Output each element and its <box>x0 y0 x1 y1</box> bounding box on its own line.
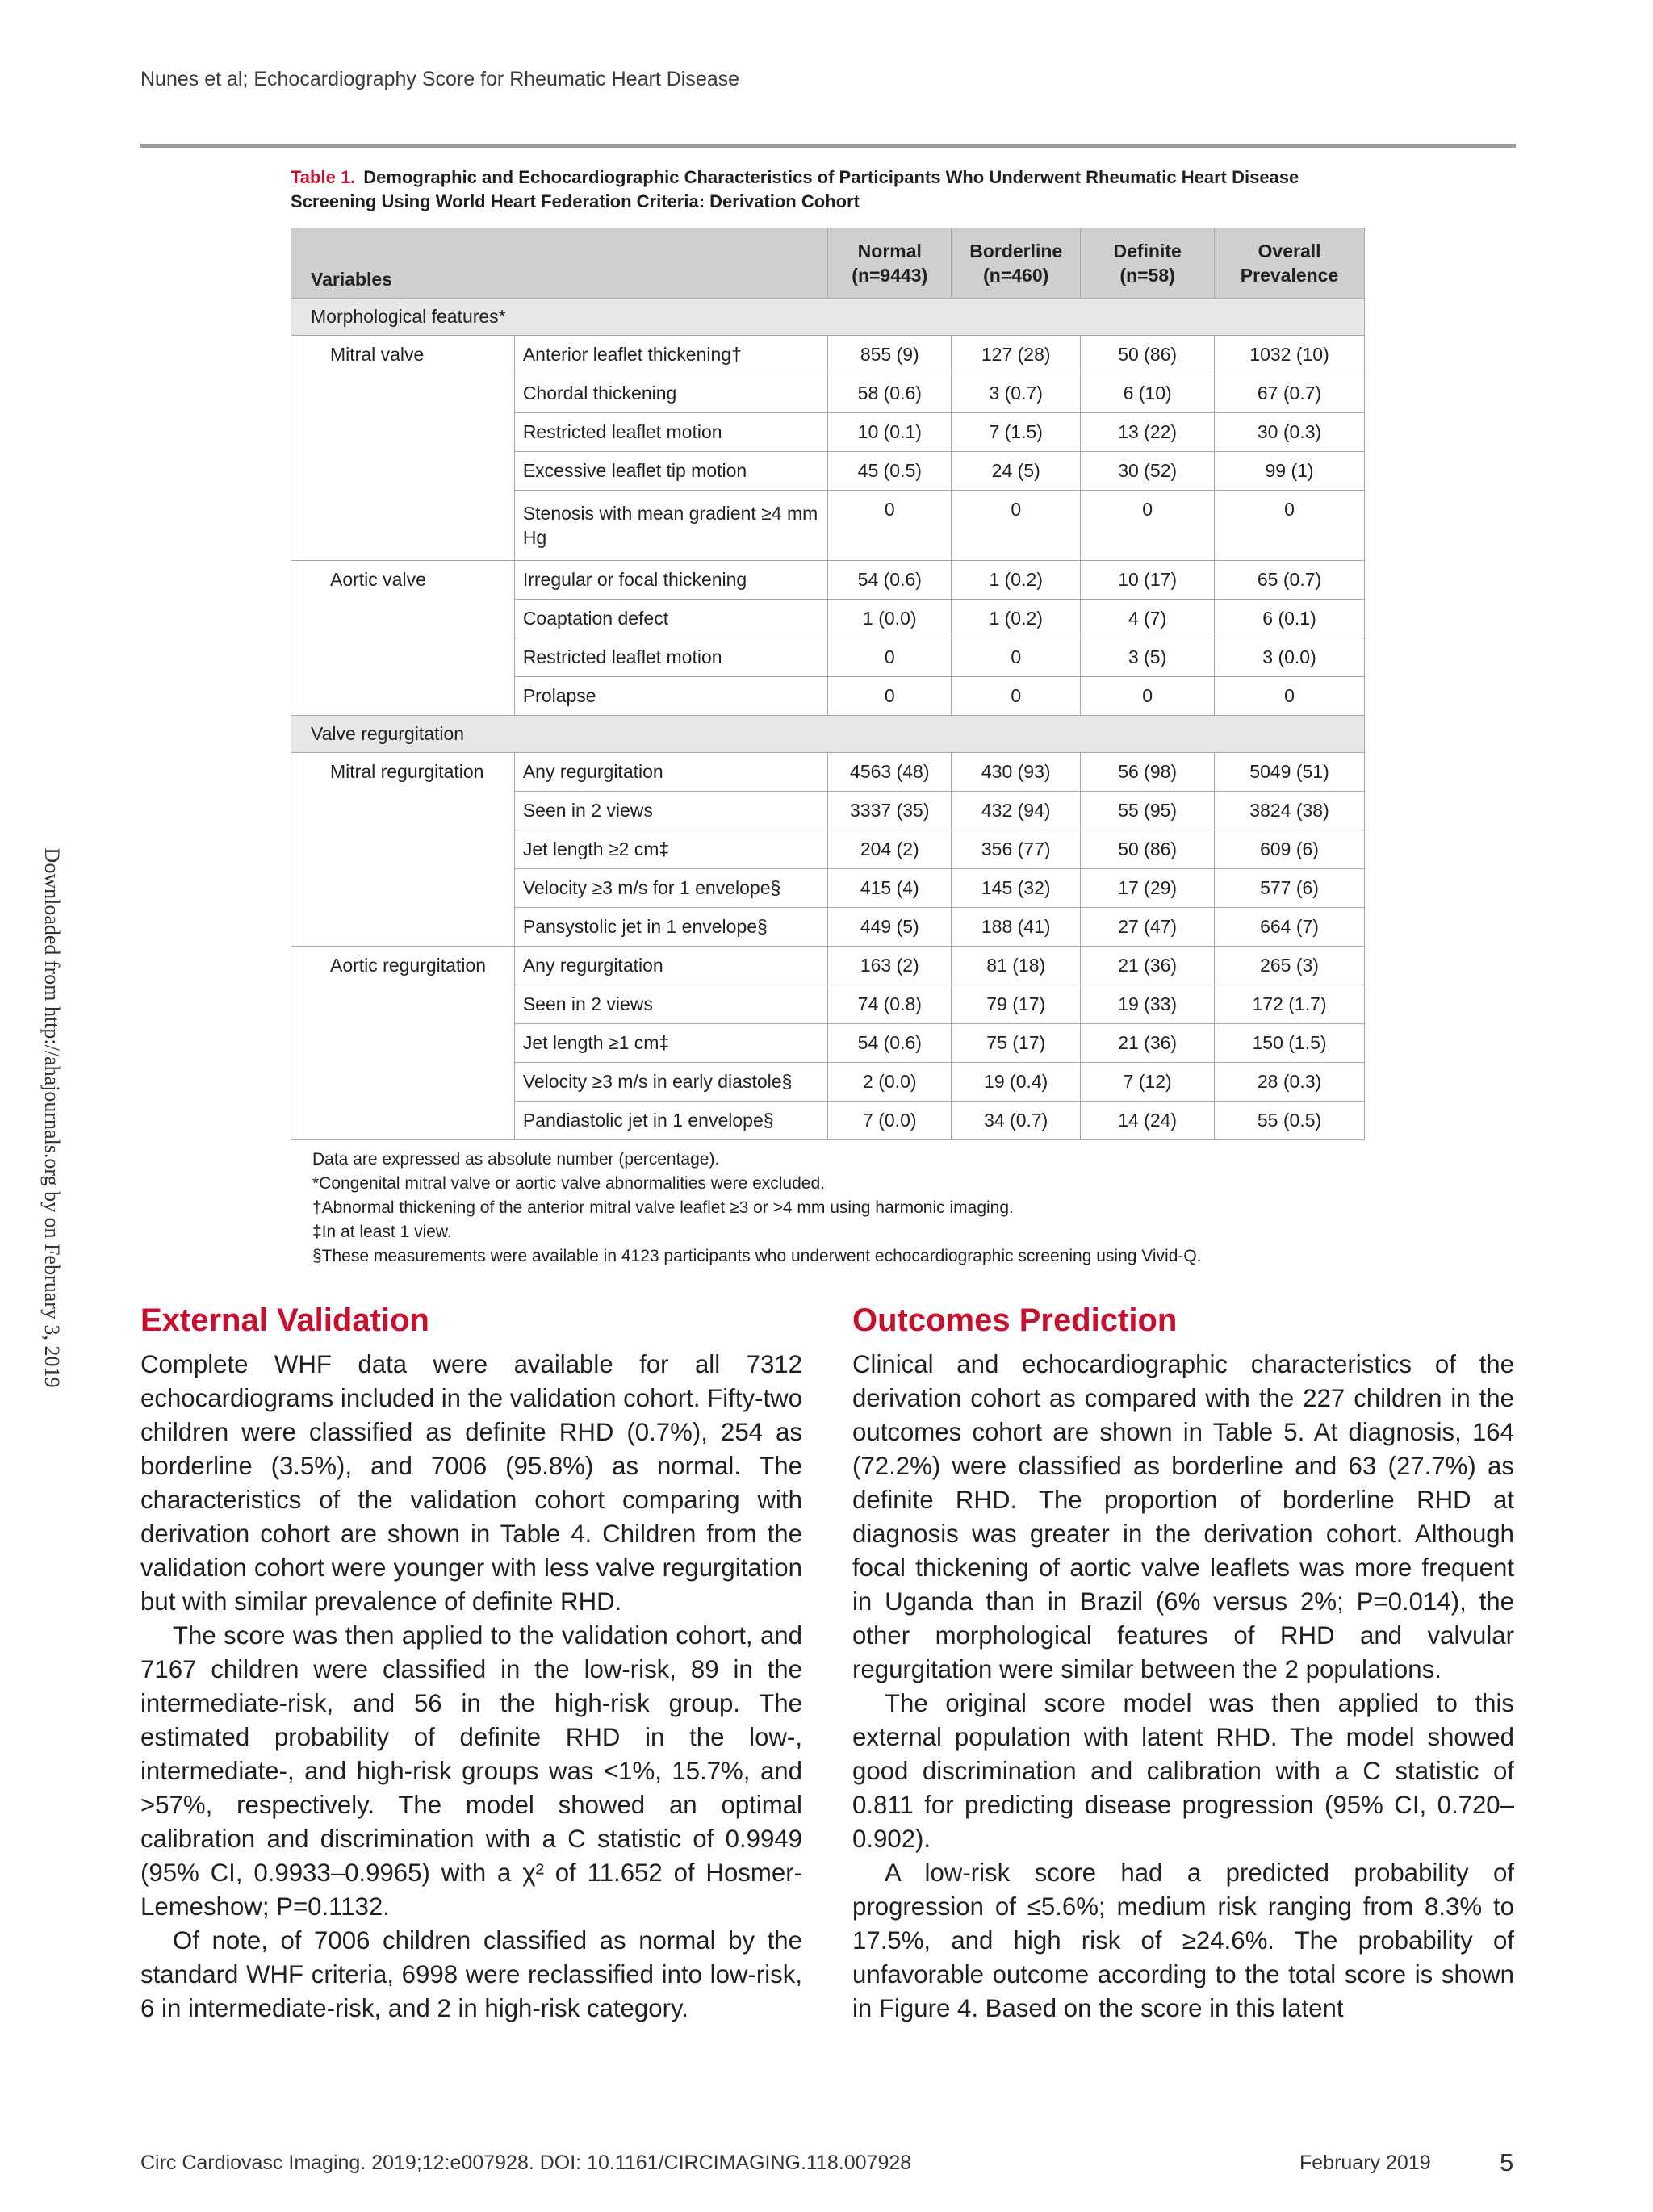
value-cell: 188 (41) <box>952 908 1081 947</box>
table-row <box>291 561 1365 600</box>
outcomes-prediction-section <box>852 1301 1514 2026</box>
section-title: Morphological features* <box>291 299 1365 336</box>
characteristics-table <box>291 228 1365 1140</box>
value-cell: 6 (0.1) <box>1215 600 1365 638</box>
value-cell: 1 (0.2) <box>952 561 1081 600</box>
value-cell: 0 <box>952 677 1081 716</box>
section-heading: Outcomes Prediction <box>852 1303 1178 1338</box>
value-cell: 34 (0.7) <box>952 1102 1081 1140</box>
value-cell: 3 (5) <box>1081 638 1215 677</box>
value-cell: 432 (94) <box>952 792 1081 830</box>
variable-label: Jet length ≥2 cm‡ <box>514 830 828 869</box>
download-note: Downloaded from http://ahajournals.org by on February 3, 2019 <box>40 847 64 1388</box>
variable-label: Restricted leaflet motion <box>514 638 828 677</box>
value-cell: 21 (36) <box>1081 947 1215 985</box>
variable-label: Excessive leaflet tip motion <box>514 452 828 491</box>
value-cell: 30 (52) <box>1081 452 1215 491</box>
table-caption-text: Demographic and Echocardiographic Characteristics of Participants Who Underwent Rheumatic Heart Disease Screening Using World Heart Federation Criteria: Derivation Cohort <box>291 167 1299 211</box>
paragraph: Of note, of 7006 children classified as normal by the standard WHF criteria, 6998 were reclassified into low-risk, 6 in intermediate-risk, and 2 in high-risk category. <box>140 1926 802 2022</box>
value-cell: 204 (2) <box>828 830 952 869</box>
table-footnotes <box>312 1148 1202 1269</box>
variable-label: Jet length ≥1 cm‡ <box>514 1024 828 1063</box>
value-cell: 449 (5) <box>828 908 952 947</box>
variable-label: Coaptation defect <box>514 600 828 638</box>
variable-label: Stenosis with mean gradient ≥4 mm Hg <box>514 491 828 561</box>
table-header-row <box>291 228 1365 299</box>
value-cell: 150 (1.5) <box>1215 1024 1365 1063</box>
value-cell: 127 (28) <box>952 336 1081 374</box>
table-row <box>291 336 1365 374</box>
value-cell: 577 (6) <box>1215 869 1365 908</box>
value-cell: 1 (0.2) <box>952 600 1081 638</box>
footnote: *Congenital mitral valve or aortic valve abnormalities were excluded. <box>312 1174 825 1193</box>
value-cell: 17 (29) <box>1081 869 1215 908</box>
variable-label: Seen in 2 views <box>514 792 828 830</box>
header-definite: Definite (n=58) <box>1081 228 1215 299</box>
value-cell: 1032 (10) <box>1215 336 1365 374</box>
table-caption <box>291 165 1364 214</box>
table-row <box>291 753 1365 792</box>
value-cell: 664 (7) <box>1215 908 1365 947</box>
variable-label: Anterior leaflet thickening† <box>514 336 828 374</box>
value-cell: 30 (0.3) <box>1215 413 1365 452</box>
value-cell: 3 (0.0) <box>1215 638 1365 677</box>
header-variables: Variables <box>291 228 828 299</box>
value-cell: 163 (2) <box>828 947 952 985</box>
value-cell: 145 (32) <box>952 869 1081 908</box>
value-cell: 10 (0.1) <box>828 413 952 452</box>
value-cell: 55 (0.5) <box>1215 1102 1365 1140</box>
footnote: Data are expressed as absolute number (percentage). <box>312 1150 720 1169</box>
value-cell: 67 (0.7) <box>1215 374 1365 413</box>
header-rule <box>140 144 1516 148</box>
value-cell: 0 <box>1081 677 1215 716</box>
variable-label: Any regurgitation <box>514 947 828 985</box>
paragraph: Complete WHF data were available for all 7312 echocardiograms included in the validation cohort. Fifty-two children were classified as definite RHD (0.7%), 254 as borderline (3.5%), and 7006 (95.8%) as normal. The characteristics of the validation cohort comparing with derivation cohort are shown in Table 4. Children from the validation cohort were younger with less valve regurgitation but with similar prevalence of definite RHD. <box>140 1350 802 1616</box>
section-row <box>291 716 1365 753</box>
value-cell: 0 <box>828 677 952 716</box>
value-cell: 6 (10) <box>1081 374 1215 413</box>
value-cell: 58 (0.6) <box>828 374 952 413</box>
value-cell: 356 (77) <box>952 830 1081 869</box>
value-cell: 0 <box>1215 491 1365 561</box>
header-normal: Normal (n=9443) <box>828 228 952 299</box>
value-cell: 3824 (38) <box>1215 792 1365 830</box>
variable-label: Any regurgitation <box>514 753 828 792</box>
section-title: Valve regurgitation <box>291 716 1365 753</box>
value-cell: 55 (95) <box>1081 792 1215 830</box>
value-cell: 19 (33) <box>1081 985 1215 1024</box>
value-cell: 0 <box>828 491 952 561</box>
section-heading: External Validation <box>140 1303 429 1338</box>
footnote: ‡In at least 1 view. <box>312 1223 452 1241</box>
value-cell: 265 (3) <box>1215 947 1365 985</box>
value-cell: 609 (6) <box>1215 830 1365 869</box>
value-cell: 19 (0.4) <box>952 1063 1081 1102</box>
external-validation-section <box>140 1301 802 2026</box>
variable-label: Pandiastolic jet in 1 envelope§ <box>514 1102 828 1140</box>
value-cell: 74 (0.8) <box>828 985 952 1024</box>
section-row <box>291 299 1365 336</box>
value-cell: 45 (0.5) <box>828 452 952 491</box>
table-row <box>291 947 1365 985</box>
value-cell: 4 (7) <box>1081 600 1215 638</box>
variable-label: Velocity ≥3 m/s in early diastole§ <box>514 1063 828 1102</box>
value-cell: 81 (18) <box>952 947 1081 985</box>
value-cell: 79 (17) <box>952 985 1081 1024</box>
group-label: Aortic regurgitation <box>291 947 515 1140</box>
value-cell: 75 (17) <box>952 1024 1081 1063</box>
table-caption-label: Table 1. <box>291 167 356 187</box>
value-cell: 56 (98) <box>1081 753 1215 792</box>
value-cell: 0 <box>828 638 952 677</box>
value-cell: 430 (93) <box>952 753 1081 792</box>
group-label: Mitral valve <box>291 336 515 561</box>
variable-label: Irregular or focal thickening <box>514 561 828 600</box>
value-cell: 4563 (48) <box>828 753 952 792</box>
paragraph: Clinical and echocardiographic characteristics of the derivation cohort as compared with the 227 children in the outcomes cohort are shown in Table 5. At diagnosis, 164 (72.2%) were classified as borderline and 63 (27.7%) as definite RHD. The proportion of borderline RHD at diagnosis was greater in the derivation cohort. Although focal thickening of aortic valve leaflets was more frequent in Uganda than in Brazil (6% versus 2%; P=0.014), the other morphological features of RHD and valvular regurgitation were similar between the 2 populations. <box>852 1350 1514 1683</box>
value-cell: 7 (12) <box>1081 1063 1215 1102</box>
value-cell: 99 (1) <box>1215 452 1365 491</box>
paragraph: A low-risk score had a predicted probability of progression of ≤5.6%; medium risk ranging from 8.3% to 17.5%, and high risk of ≥24.6%. The probability of unfavorable outcome according to the total score is shown in Figure 4. Based on the score in this latent <box>852 1859 1514 2022</box>
value-cell: 3 (0.7) <box>952 374 1081 413</box>
group-label: Aortic valve <box>291 561 515 716</box>
variable-label: Velocity ≥3 m/s for 1 envelope§ <box>514 869 828 908</box>
variable-label: Pansystolic jet in 1 envelope§ <box>514 908 828 947</box>
value-cell: 14 (24) <box>1081 1102 1215 1140</box>
footer-citation: Circ Cardiovasc Imaging. 2019;12:e007928. DOI: 10.1161/CIRCIMAGING.118.007928 <box>140 2151 912 2174</box>
value-cell: 28 (0.3) <box>1215 1063 1365 1102</box>
value-cell: 54 (0.6) <box>828 1024 952 1063</box>
variable-label: Seen in 2 views <box>514 985 828 1024</box>
value-cell: 27 (47) <box>1081 908 1215 947</box>
value-cell: 415 (4) <box>828 869 952 908</box>
value-cell: 855 (9) <box>828 336 952 374</box>
value-cell: 50 (86) <box>1081 336 1215 374</box>
paragraph: The original score model was then applied to this external population with latent RHD. The model showed good discrimination and calibration with a C statistic of 0.811 for predicting disease progression (95% CI, 0.720–0.902). <box>852 1689 1514 1853</box>
footnote: †Abnormal thickening of the anterior mitral valve leaflet ≥3 or >4 mm using harmonic imaging. <box>312 1198 1014 1217</box>
value-cell: 13 (22) <box>1081 413 1215 452</box>
value-cell: 0 <box>952 638 1081 677</box>
footer-date: February 2019 <box>1299 2151 1431 2174</box>
value-cell: 7 (0.0) <box>828 1102 952 1140</box>
variable-label: Prolapse <box>514 677 828 716</box>
footnote: §These measurements were available in 4123 participants who underwent echocardiographic screening using Vivid-Q. <box>312 1247 1202 1265</box>
page-number: 5 <box>1500 2148 1514 2176</box>
value-cell: 2 (0.0) <box>828 1063 952 1102</box>
table-body <box>291 299 1365 1140</box>
value-cell: 21 (36) <box>1081 1024 1215 1063</box>
value-cell: 10 (17) <box>1081 561 1215 600</box>
value-cell: 0 <box>952 491 1081 561</box>
header-overall: Overall Prevalence <box>1215 228 1365 299</box>
value-cell: 0 <box>1215 677 1365 716</box>
value-cell: 65 (0.7) <box>1215 561 1365 600</box>
value-cell: 24 (5) <box>952 452 1081 491</box>
paragraph: The score was then applied to the validation cohort, and 7167 children were classified in the low-risk, 89 in the intermediate-risk, and 56 in the high-risk group. The estimated probability of definite RHD in the low-, intermediate-, and high-risk groups was <1%, 15.7%, and >57%, respectively. The model showed an optimal calibration and discrimination with a C statistic of 0.9949 (95% CI, 0.9933–0.9965) with a χ² of 11.652 of Hosmer-Lemeshow; P=0.1132. <box>140 1621 802 1921</box>
value-cell: 172 (1.7) <box>1215 985 1365 1024</box>
value-cell: 0 <box>1081 491 1215 561</box>
value-cell: 50 (86) <box>1081 830 1215 869</box>
value-cell: 7 (1.5) <box>952 413 1081 452</box>
variable-label: Restricted leaflet motion <box>514 413 828 452</box>
value-cell: 1 (0.0) <box>828 600 952 638</box>
value-cell: 3337 (35) <box>828 792 952 830</box>
group-label: Mitral regurgitation <box>291 753 515 947</box>
header-borderline: Borderline (n=460) <box>952 228 1081 299</box>
value-cell: 54 (0.6) <box>828 561 952 600</box>
running-head: Nunes et al; Echocardiography Score for Rheumatic Heart Disease <box>140 68 740 90</box>
variable-label: Chordal thickening <box>514 374 828 413</box>
value-cell: 5049 (51) <box>1215 753 1365 792</box>
